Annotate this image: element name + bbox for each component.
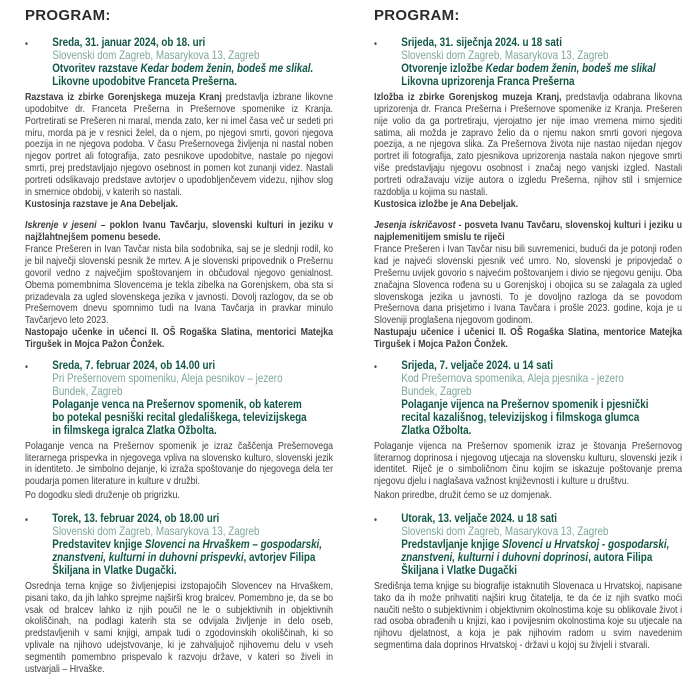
event-title-line [52, 75, 333, 88]
event-title-line [52, 564, 333, 577]
event-title-line [52, 424, 333, 437]
text-segment: - posveta Ivanu Tavčaru, slovenskoj kulturi i jeziku u najplemenitijem smislu te riječi [374, 220, 683, 244]
event-title-line [401, 551, 682, 564]
text-segment: , autora Filipa [588, 550, 653, 564]
event-date: Srijeda, 7. veljače 2024. u 14 sati [401, 358, 554, 372]
paragraph [374, 441, 682, 488]
text-segment: France Prešeren i Ivan Tavčar nisu bili suvremenici, budući da je potonji rođen kad je najveći slovenski pjesnik već umro. No, slovenski je pripovjedač o Prešernu uvijek govorio s najvećim poštovanjem i divio se njegovu geniju. Oba značajna Slovenca rođena su u Gorenjskoj i obojica su se zalagala za ugled slovenskoga jezika u javnosti. To je dovoljno razloga da se povodom Prešernova dana prisjetimo i Ivana Tavčara i prošle 2023. godine, koja je u Sloveniji proglašena njegovom godinom. [374, 244, 683, 327]
paragraph [25, 244, 333, 327]
text-segment: Nastupaju učenice i učenici II. OŠ Rogaška Slatina, mentorice Matejka Tirgušek i Mojca Pažon Čonžek. [374, 327, 683, 350]
paragraph [374, 92, 682, 199]
event-venue: Slovenski dom Zagreb, Masarykova 13, Zagreb [52, 49, 260, 62]
event-details [401, 36, 682, 88]
event-item [374, 512, 682, 577]
text-segment: znanstveni, kulturni i duhovni doprinosi [401, 550, 589, 564]
text-segment: , avtorjev Filipa [243, 550, 316, 564]
text-segment: Razstava iz zbirke Gorenjskega muzeja Kranj [25, 92, 222, 103]
paragraph [374, 327, 682, 351]
event-venue: Kod Prešernova spomenika, Aleja pjesnika - jezero [401, 371, 624, 385]
event-venue: Slovenski dom Zagreb, Masarykova 13, Zagreb [401, 49, 609, 62]
paragraph [374, 199, 682, 211]
bullet-icon: • [25, 361, 28, 373]
column-blocks [25, 36, 333, 676]
text-segment: recital kazališnog, televizijskog i filmskoga glumca [401, 410, 640, 424]
text-segment: Predstavljanje knjige [401, 537, 503, 551]
program-heading: PROGRAM: [25, 7, 111, 24]
text-segment: Slovenci u Hrvatskoj - gospodarski, [502, 537, 670, 551]
bullet-icon: • [374, 361, 377, 373]
column-slovenian [25, 7, 333, 676]
column-blocks [374, 36, 682, 652]
event-title-line [401, 411, 682, 424]
text-segment: Iskrenje v jeseni [25, 220, 97, 232]
paragraph [374, 220, 682, 244]
event-venue: Slovenski dom Zagreb, Masarykova 13, Zagreb [52, 524, 260, 538]
text-segment: France Prešeren in Ivan Tavčar nista bila sodobnika, saj se je slednji rodil, ko je bil največji slovenski pesnik že mrtev. A je slovenski pripovednik o Prešernu govoril vedno z največjim spoštovanjem in občudoval njegovo genialnost. Obema pomembnima Slovencema je tekla zibelka na Gorenjskem, oba sta si prizadevala za ugled slovenskega jezika v javnosti. Dovolj razlogov, da se ob Prešernovem dnevu spomnimo tudi na Ivana Tavčarja in pravkar minulo Tavčarjevo leto 2023. [25, 244, 334, 327]
text-segment: bo potekal pesniški recital gledališkega, televizijskega [52, 410, 307, 424]
text-segment: Slovenci na Hrvaškem – gospodarski, [144, 537, 323, 551]
text-segment: in filmskega igralca Zlatka Ožbolta. [52, 423, 217, 437]
text-segment: Škiljana in Vlatke Dugački. [52, 563, 177, 577]
text-segment: Kedar bodem ženin, bodeš me slikal. [140, 62, 314, 75]
text-segment: Po dogodku sledi druženje ob prigrizku. [25, 490, 180, 502]
event-date: Torek, 13. februar 2024, ob 18.00 uri [52, 511, 220, 525]
text-segment: predstavlja izbrane likovne upodobitve dr. Franceta Prešerna in Prešernove spomenike iz Kranja. Portretirati se Prešeren ni maral, menda zato, ker ni imel časa več ur sedeti pri miru, morda pa je v resnici želel, da o njem, po njegovi smrti, govori njegova poezija in ne njegova podoba. V času Prešernovega življenja ni nastal noben njegov portret ali fotografija, zato pesnikove upodobitve, nastale po njegovi smrti, prej predstavljajo njegovo osebnost in pomen kot zunanji videz. Nastali portreti odslikavajo predstave avtorjev o upodobljenčevem videzu, njihov slog in smernice obdobij, v katerih so nastali. [25, 92, 334, 198]
bullet-icon: • [374, 514, 377, 526]
event-item [25, 512, 333, 577]
text-segment: Otvoritev razstave [52, 62, 141, 75]
event-item [374, 36, 682, 88]
text-segment: Polaganje venca na Prešernov spomenik, ob katerem [52, 397, 302, 411]
text-segment: Škiljana i Vlatke Dugački [401, 563, 517, 577]
paragraph [374, 581, 682, 652]
text-segment: predstavlja odabrana likovna uprizorenja dr. Franca Prešerna i Prešernove spomenike iz Kranja. Prešeren nije volio da ga portretiraju, vjerojatno jer nije imao vremena mirno sjediti satima, ali možda je zapravo želio da o njemu nakon smrti govori njegova poezija, a ne njegova slika. Za Prešernova života nije nastao nijedan njegov portret ili fotografija, zato pjesnikova uprizorenja nastala nakon njegove smrti više predstavljaju njegovu osobnost i značaj nego vanjski izgled. Nastali portreti odražavaju vizije autora o izgledu Prešerna, njihov stil i smjernice razdoblja u kojima su nastali. [374, 92, 683, 198]
event-title-line [401, 538, 682, 551]
event-details [52, 36, 333, 88]
event-title-line [52, 62, 333, 75]
text-segment: Kustosinja razstave je Ana Debeljak. [25, 198, 179, 210]
paragraph [374, 244, 682, 327]
event-title-line [52, 551, 333, 564]
text-segment: Likovne upodobitve Franceta Prešerna. [52, 75, 238, 88]
text-segment: Kustosica izložbe je Ana Debeljak. [374, 198, 519, 210]
text-segment: Predstavitev knjige [52, 537, 145, 551]
event-date: Sreda, 31. januar 2024, ob 18. uri [52, 36, 206, 49]
event-details [52, 359, 333, 437]
event-venue: Bundek, Zagreb [401, 384, 472, 398]
bullet-icon: • [25, 39, 28, 50]
event-title-line [401, 564, 682, 577]
event-date: Sreda, 7. februar 2024, ob 14.00 uri [52, 358, 216, 372]
event-title-line [401, 398, 682, 411]
text-segment: znanstveni, kulturni in duhovni prispevki [52, 550, 244, 564]
program-heading: PROGRAM: [374, 7, 460, 24]
event-item [374, 359, 682, 437]
event-date: Utorak, 13. veljače 2024. u 18 sati [401, 511, 558, 525]
event-title-line [401, 62, 682, 75]
event-item [25, 359, 333, 437]
event-title-line [52, 398, 333, 411]
text-segment: Izložba iz zbirke Gorenjskog muzeja Kranj, [374, 92, 562, 103]
bullet-icon: • [374, 39, 377, 50]
text-segment: Jesenja iskričavost [374, 220, 456, 232]
paragraph [25, 220, 333, 244]
event-details [52, 512, 333, 577]
text-segment: Polaganje vijenca na Prešernov spomenik izraz je štovanja Prešernovog literarnog doprinosa i njegovog utjecaja na slovensku kulturu, slovenski jezik i identitet. Riječ je o simboličnom činu kojim se iskazuje poštovanje prema njegovu djelu i naglašava važnost književnosti i kulture u društvu. [374, 440, 683, 488]
event-title-line [401, 424, 682, 437]
event-venue: Pri Prešernovem spomeniku, Aleja pesnikov – jezero [52, 371, 283, 385]
text-segment: Polaganje vijenca na Prešernov spomenik i pjesnički [401, 397, 649, 411]
event-item [25, 36, 333, 88]
event-details [401, 359, 682, 437]
text-segment: – poklon Ivanu Tavčarju, slovenski kulturi in jeziku v najžlahtnejšem pomenu besede. [25, 220, 334, 244]
paragraph [374, 490, 682, 502]
event-title-line [52, 411, 333, 424]
paragraph [25, 490, 333, 502]
event-title-line [52, 538, 333, 551]
text-segment: Kedar bodem ženin, bodeš me slikal [485, 62, 656, 75]
text-segment: Zlatka Ožbolta. [401, 423, 472, 437]
column-croatian [374, 7, 682, 652]
paragraph [25, 199, 333, 211]
paragraph [25, 581, 333, 676]
bullet-icon: • [25, 514, 28, 526]
paragraph [25, 441, 333, 488]
paragraph [25, 92, 333, 199]
event-title-line [401, 75, 682, 88]
event-date: Srijeda, 31. siječnja 2024. u 18 sati [401, 36, 562, 49]
text-segment: Središnja tema knjige su biografije istaknutih Slovenaca u Hrvatskoj, napisane tako da ih može prihvatiti najširi krug čitatelja, te da će iz njih svatko moći naučiti nešto o subjektivnim i objektivnim okolnostima koje su oblikovale život i rad osoba obrađenih u knjizi, kao i povijesnim okolnostima koje su utjecale na njihovu djelatnost, a koja je pak njihovim radom u svim navedenim segmentima dala doprinos Hrvatskoj - državi u kojoj su živjeli i stvarali. [374, 580, 683, 652]
text-segment: Nastopajo učenke in učenci II. OŠ Rogaška Slatina, mentorici Matejka Tirgušek in Mojca Pažon Čonžek. [25, 327, 334, 350]
event-venue: Slovenski dom Zagreb, Masarykova 13, Zagreb [401, 524, 609, 538]
text-segment: Osrednja tema knjige so življenjepisi izstopajočih Slovencev na Hrvaškem, pisani tako, da jih lahko sprejme najširši krog bralcev. Pomembno je, da se bo vsak od bralcev lahko iz njih poučil ne le o subjektivnih in objektivnih okoliščinah, na podlagi katerih sta se odvijala življenje in delo oseb, predstavljenih v sami knjigi, ampak tudi o zgodovinskih okoliščinah, ki so vplivale na njihovo udejstvovanje, ki je zahvaljujoč njihovemu delu v vseh segmentih pomembno prispevalo k razvoju države, v kateri so živeli in ustvarjali – Hrvaške. [25, 580, 334, 675]
text-segment: Nakon priredbe, družit ćemo se uz domjenak. [374, 490, 552, 502]
event-details [401, 512, 682, 577]
text-segment: Polaganje venca na Prešernov spomenik je izraz čaščenja Prešernovega literarnega prispevka in njegovega vpliva na slovensko kulturo, slovenski jezik in identiteto. Je simbolno dejanje, ki izraža spoštovanje do njegovega dela ter poudarja pomen literature in kulture v družbi. [25, 440, 334, 488]
text-segment: Likovna uprizorenja Franca Prešerna [401, 75, 575, 88]
event-venue: Bundek, Zagreb [52, 384, 123, 398]
paragraph [25, 327, 333, 351]
text-segment: Otvorenje izložbe [401, 62, 486, 75]
